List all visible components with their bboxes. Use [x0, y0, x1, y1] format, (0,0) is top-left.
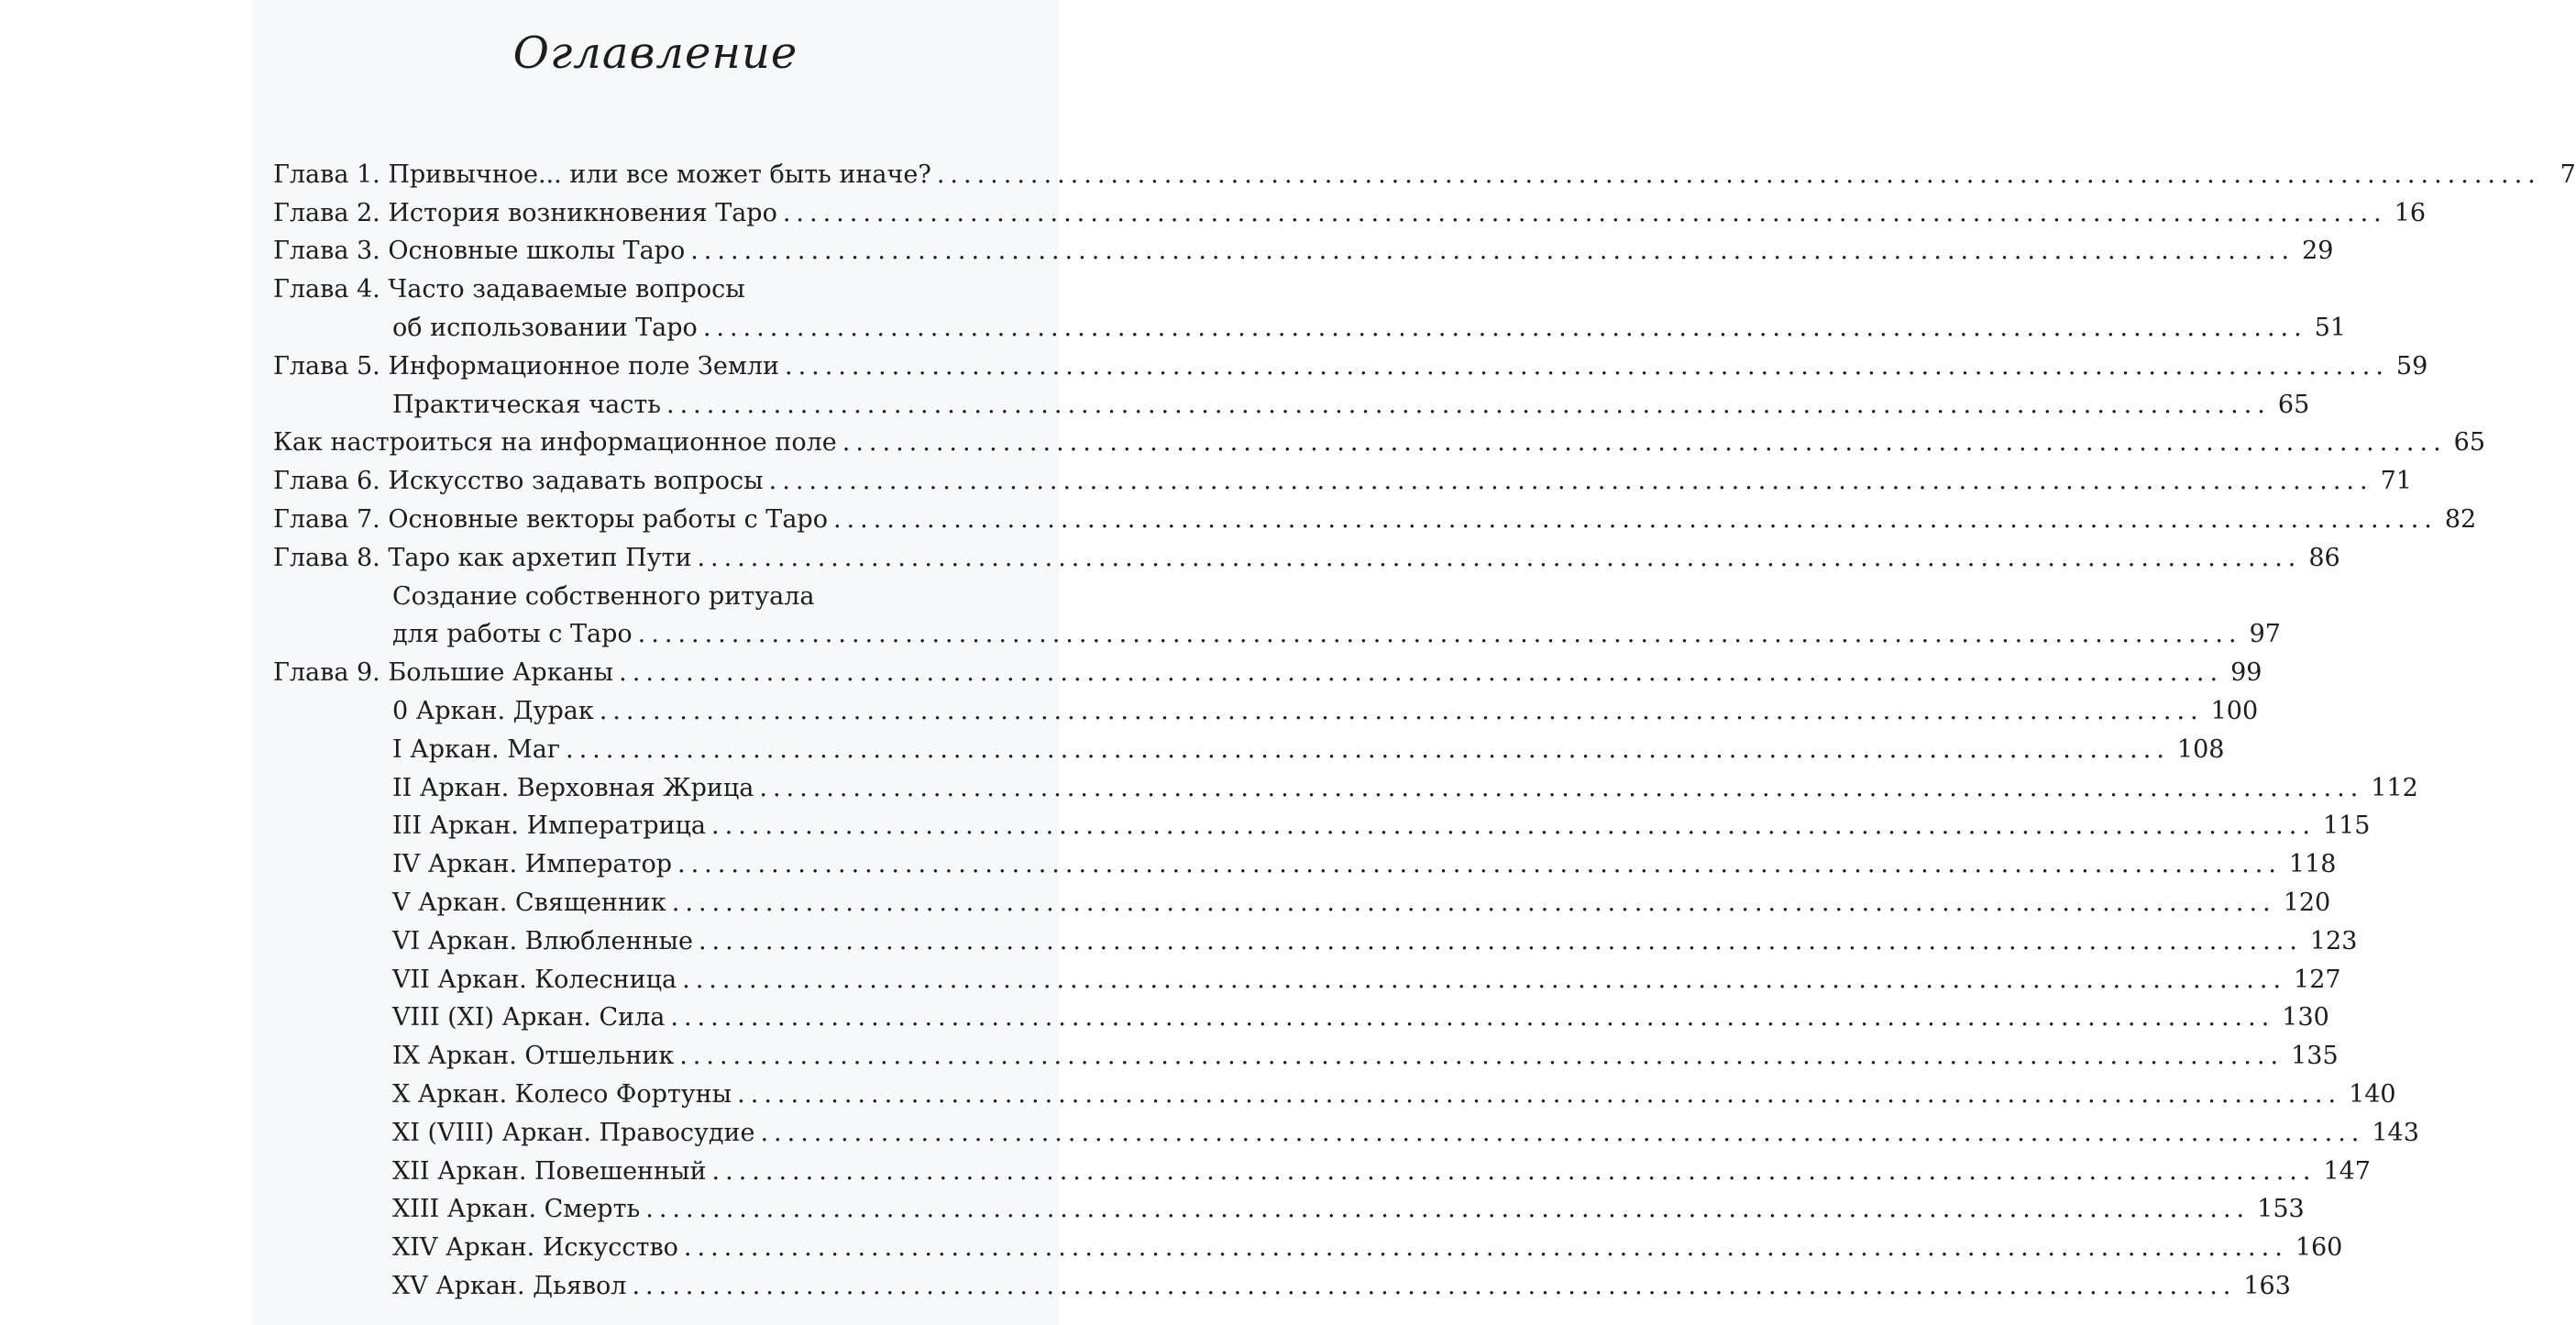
toc-entry-title: IV Аркан. Император [392, 850, 672, 879]
toc-entry-title: Как настроиться на информационное поле [273, 428, 837, 458]
toc-entry-title: XIV Аркан. Искусство [392, 1233, 678, 1263]
toc-entry [273, 228, 2334, 267]
toc-entry [273, 573, 1048, 612]
toc-page-number: 99 [2230, 658, 2262, 688]
toc-entry [273, 726, 2225, 765]
toc-dot-leader: ........................................................................................................................ [697, 543, 2302, 572]
toc-entry-title: XIII Аркан. Смерть [392, 1195, 641, 1224]
toc-entry-title: 0 Аркан. Дурак [392, 696, 594, 725]
toc-page-number: 163 [2243, 1271, 2291, 1300]
toc-page-number: 82 [2444, 504, 2477, 534]
toc-dot-leader: ........................................................................................................................ [645, 1195, 2251, 1224]
toc-page-number: 71 [2380, 467, 2412, 496]
toc-page-number: 147 [2323, 1156, 2371, 1186]
toc-entry [273, 1263, 2291, 1301]
toc-page-number: 97 [2249, 620, 2281, 649]
toc-dot-leader: ........................................................................................................................ [842, 428, 2447, 458]
toc-entry [273, 995, 2329, 1033]
toc-dot-leader: ........................................................................................................................ [782, 198, 2387, 227]
toc-dot-leader: ........................................................................................................................ [702, 313, 2307, 342]
toc-page-number: 140 [2349, 1079, 2396, 1109]
toc-dot-leader: ........................................................................................................................ [832, 504, 2438, 534]
toc-dot-leader: ........................................................................................................................ [711, 812, 2316, 841]
toc-page-number: 16 [2394, 198, 2427, 227]
toc-page-number: 86 [2308, 543, 2340, 572]
toc-entry [273, 918, 2358, 956]
toc-page-number: 160 [2295, 1233, 2343, 1263]
toc-entry-title: Практическая часть [392, 390, 661, 419]
toc-entry-title: XI (VIII) Аркан. Правосудие [392, 1118, 755, 1147]
toc-entry [273, 879, 2331, 918]
toc-page-number: 115 [2322, 812, 2371, 841]
toc-entry-title: Глава 6. Искусство задавать вопросы [273, 467, 764, 496]
toc-page-number: 59 [2395, 351, 2428, 381]
toc-entry [273, 612, 2281, 650]
toc-dot-leader: ........................................................................................................................ [698, 926, 2303, 955]
toc-entry [273, 381, 2310, 420]
toc-entry-title: Глава 5. Информационное поле Земли [273, 351, 779, 381]
toc-entry [273, 1187, 2305, 1225]
toc-entry-title: II Аркан. Верховная Жрица [392, 773, 754, 802]
toc-dot-leader: ........................................................................................................................ [768, 467, 2373, 496]
toc-entry [273, 1110, 2419, 1148]
toc-page-number: 120 [2283, 888, 2331, 917]
toc-entry-title: Глава 2. История возникновения Таро [273, 198, 777, 227]
toc-entry [273, 151, 2576, 190]
toc-entry-title: X Аркан. Колесо Фортуны [392, 1079, 732, 1109]
toc-dot-leader: ........................................................................................................................ [682, 965, 2287, 994]
toc-dot-leader: ........................................................................................................................ [759, 773, 2364, 802]
toc-dot-leader: ........................................................................................................................ [760, 1118, 2365, 1147]
toc-entry-title: для работы с Таро [392, 620, 633, 649]
toc-page-number: 143 [2372, 1118, 2419, 1147]
toc-entry-title: IX Аркан. Отшельник [392, 1042, 675, 1071]
toc-dot-leader: ........................................................................................................................ [711, 1156, 2317, 1186]
toc-dot-leader: ........................................................................................................................ [566, 734, 2170, 764]
toc-entry-title: Глава 4. Часто задаваемые вопросы [273, 275, 745, 304]
toc-page-number: 135 [2291, 1042, 2339, 1071]
toc-page-number: 127 [2294, 965, 2341, 994]
page-title: Оглавление [512, 28, 798, 79]
toc-entry-title: XII Аркан. Повешенный [392, 1156, 707, 1186]
toc-entry [273, 458, 2412, 496]
toc-entry-title: Глава 9. Большие Арканы [273, 658, 614, 688]
toc-entry-title: III Аркан. Императрица [392, 812, 707, 841]
toc-entry [273, 190, 2427, 228]
toc-entry [273, 266, 1048, 304]
toc-dot-leader: ........................................................................................................................ [619, 658, 2224, 688]
toc-dot-leader: ........................................................................................................................ [679, 1042, 2284, 1071]
toc-entry [273, 496, 2477, 535]
toc-page-number: 123 [2309, 926, 2358, 955]
toc-page-number: 65 [2453, 428, 2486, 458]
toc-entry [273, 1032, 2339, 1071]
toc-page-number: 51 [2314, 313, 2347, 342]
toc-page-number: 153 [2257, 1195, 2305, 1224]
toc-entry-title: XV Аркан. Дьявол [392, 1271, 627, 1300]
toc-entry [273, 1148, 2371, 1187]
toc-page-number: 130 [2282, 1003, 2329, 1032]
toc-page-number: 108 [2176, 734, 2225, 764]
toc-dot-leader: ........................................................................................................................ [637, 620, 2242, 649]
toc-entry-title: Глава 7. Основные векторы работы с Таро [273, 504, 828, 534]
toc-dot-leader: ........................................................................................................................ [599, 696, 2204, 725]
toc-entry [273, 841, 2337, 879]
toc-entry [273, 688, 2259, 726]
toc-page-number: 29 [2302, 237, 2334, 266]
toc-entry [273, 304, 2347, 343]
toc-entry-title: об использовании Таро [392, 313, 698, 342]
toc-entry-title: VI Аркан. Влюбленные [392, 926, 693, 955]
table-of-contents [273, 151, 2576, 1301]
toc-entry [273, 535, 2340, 573]
toc-entry-title: I Аркан. Маг [392, 734, 561, 764]
toc-page-number: 112 [2371, 773, 2418, 802]
toc-page-number: 118 [2288, 850, 2337, 879]
toc-entry-title: Глава 3. Основные школы Таро [273, 237, 686, 266]
toc-dot-leader: ........................................................................................................................ [683, 1233, 2288, 1263]
toc-entry [273, 803, 2371, 842]
toc-dot-leader: ........................................................................................................................ [690, 237, 2295, 266]
toc-dot-leader: ........................................................................................................................ [670, 1003, 2275, 1032]
toc-dot-leader: ........................................................................................................................ [671, 888, 2276, 917]
toc-dot-leader: ........................................................................................................................ [936, 160, 2541, 189]
toc-dot-leader: ........................................................................................................................ [737, 1079, 2342, 1109]
toc-entry-title: VII Аркан. Колесница [392, 965, 677, 994]
toc-page-number: 65 [2277, 390, 2310, 419]
toc-entry-title: Создание собственного ритуала [392, 581, 815, 611]
toc-entry [273, 956, 2341, 995]
toc-dot-leader: ........................................................................................................................ [632, 1271, 2237, 1300]
toc-entry-title: VIII (XI) Аркан. Сила [392, 1003, 666, 1032]
toc-entry [273, 765, 2418, 803]
toc-entry [273, 1071, 2396, 1110]
toc-entry-title: V Аркан. Священник [392, 888, 666, 917]
toc-dot-leader: ........................................................................................................................ [666, 390, 2271, 419]
toc-entry [273, 1224, 2343, 1263]
toc-entry-title: Глава 8. Таро как архетип Пути [273, 543, 692, 572]
toc-entry-title: Глава 1. Привычное... или все может быть иначе? [273, 160, 931, 189]
toc-dot-leader: ........................................................................................................................ [785, 351, 2389, 381]
toc-dot-leader: ........................................................................................................................ [677, 850, 2282, 879]
toc-page-number: 7 [2559, 160, 2576, 189]
book-page [252, 0, 2576, 1325]
toc-page-number: 100 [2210, 696, 2259, 725]
toc-entry [273, 649, 2262, 688]
toc-entry [273, 343, 2428, 381]
toc-entry [273, 420, 2486, 458]
